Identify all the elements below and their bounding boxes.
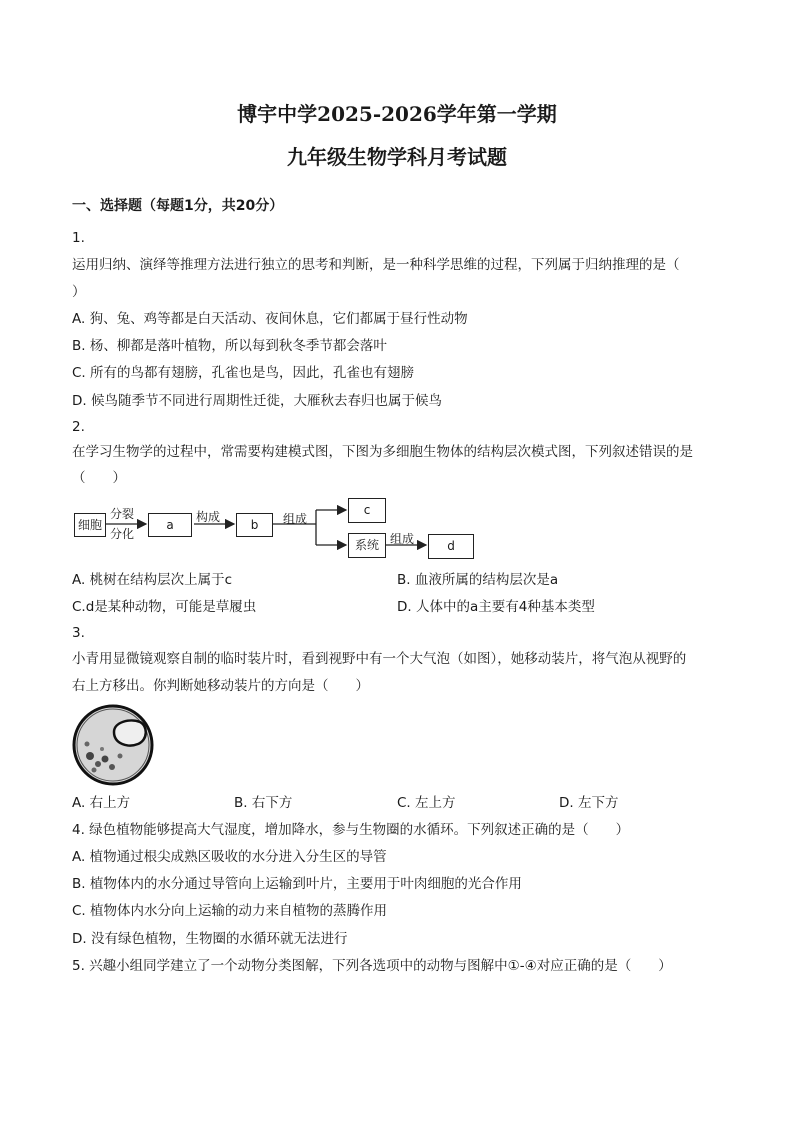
q1-option-d: D. 候鸟随季节不同进行周期性迁徙，大雁秋去春归也属于候鸟 <box>72 393 442 409</box>
a-box: a <box>148 513 192 537</box>
q3-option-c: C. 左上方 <box>397 795 456 811</box>
q1-option-b: B. 杨、柳都是落叶植物，所以每到秋冬季节都会落叶 <box>72 338 387 354</box>
q1-option-a: A. 狗、兔、鸡等都是白天活动、夜间休息，它们都属于昼行性动物 <box>72 311 468 327</box>
q1-stem-line2: ） <box>72 284 86 300</box>
compose-label-2: 组成 <box>283 512 308 526</box>
c-box: c <box>348 498 386 523</box>
exam-title-line1: 博宇中学2025-2026学年第一学期 <box>237 102 557 126</box>
q4-option-b: B. 植物体内的水分通过导管向上运输到叶片，主要用于叶肉细胞的光合作用 <box>72 876 522 892</box>
differentiate-label: 分化 <box>110 527 135 541</box>
q4-option-c: C. 植物体内水分向上运输的动力来自植物的蒸腾作用 <box>72 903 388 919</box>
split-label: 分裂 <box>110 507 135 521</box>
cell-box: 细胞 <box>74 513 106 537</box>
q4-stem: 4. 绿色植物能够提高大气湿度，增加降水，参与生物圈的水循环。下列叙述正确的是（ ） <box>72 822 630 838</box>
d-box: d <box>428 534 474 559</box>
q3-option-a: A. 右上方 <box>72 795 131 811</box>
q3-number: 3. <box>72 625 85 641</box>
q3-option-d: D. 左下方 <box>559 795 619 811</box>
q3-option-b: B. 右下方 <box>234 795 293 811</box>
q2-option-a: A. 桃树在结构层次上属于c <box>72 572 233 588</box>
q3-stem-line1: 小青用显微镜观察自制的临时装片时，看到视野中有一个大气泡（如图），她移动装片，将气泡从视野的 <box>72 651 687 667</box>
q2-stem-line2: （ ） <box>72 470 126 486</box>
exam-title-line2: 九年级生物学科月考试题 <box>287 145 507 169</box>
q4-option-a: A. 植物通过根尖成熟区吸收的水分进入分生区的导管 <box>72 849 387 865</box>
q2-option-b: B. 血液所属的结构层次是a <box>397 572 559 588</box>
q1-option-c: C. 所有的鸟都有翅膀，孔雀也是鸟，因此，孔雀也有翅膀 <box>72 365 415 381</box>
q2-stem-line1: 在学习生物学的过程中，常需要构建模式图，下图为多细胞生物体的结构层次模式图，下列叙述错误的是 <box>72 444 693 460</box>
q2-number: 2. <box>72 419 85 435</box>
q2-option-d: D. 人体中的a主要有4种基本类型 <box>397 599 595 615</box>
q2-option-c: C.d是某种动物，可能是草履虫 <box>72 599 257 615</box>
q5-stem: 5. 兴趣小组同学建立了一个动物分类图解，下列各选项中的动物与图解中①-④对应正确的是（ ） <box>72 958 672 974</box>
microscope-field-image <box>72 704 156 786</box>
q3-stem-line2: 右上方移出。你判断她移动装片的方向是（ ） <box>72 678 369 694</box>
compose-label-3: 组成 <box>390 532 415 546</box>
b-box: b <box>236 513 273 537</box>
q4-option-d: D. 没有绿色植物，生物圈的水循环就无法进行 <box>72 931 348 947</box>
q1-stem-line1: 运用归纳、演绎等推理方法进行独立的思考和判断，是一种科学思维的过程，下列属于归纳推理的是（ <box>72 257 680 273</box>
q1-number: 1. <box>72 230 85 246</box>
system-box: 系统 <box>348 533 386 558</box>
compose-label-1: 构成 <box>196 510 221 524</box>
section-heading: 一、选择题（每题1分，共20分） <box>72 198 284 214</box>
